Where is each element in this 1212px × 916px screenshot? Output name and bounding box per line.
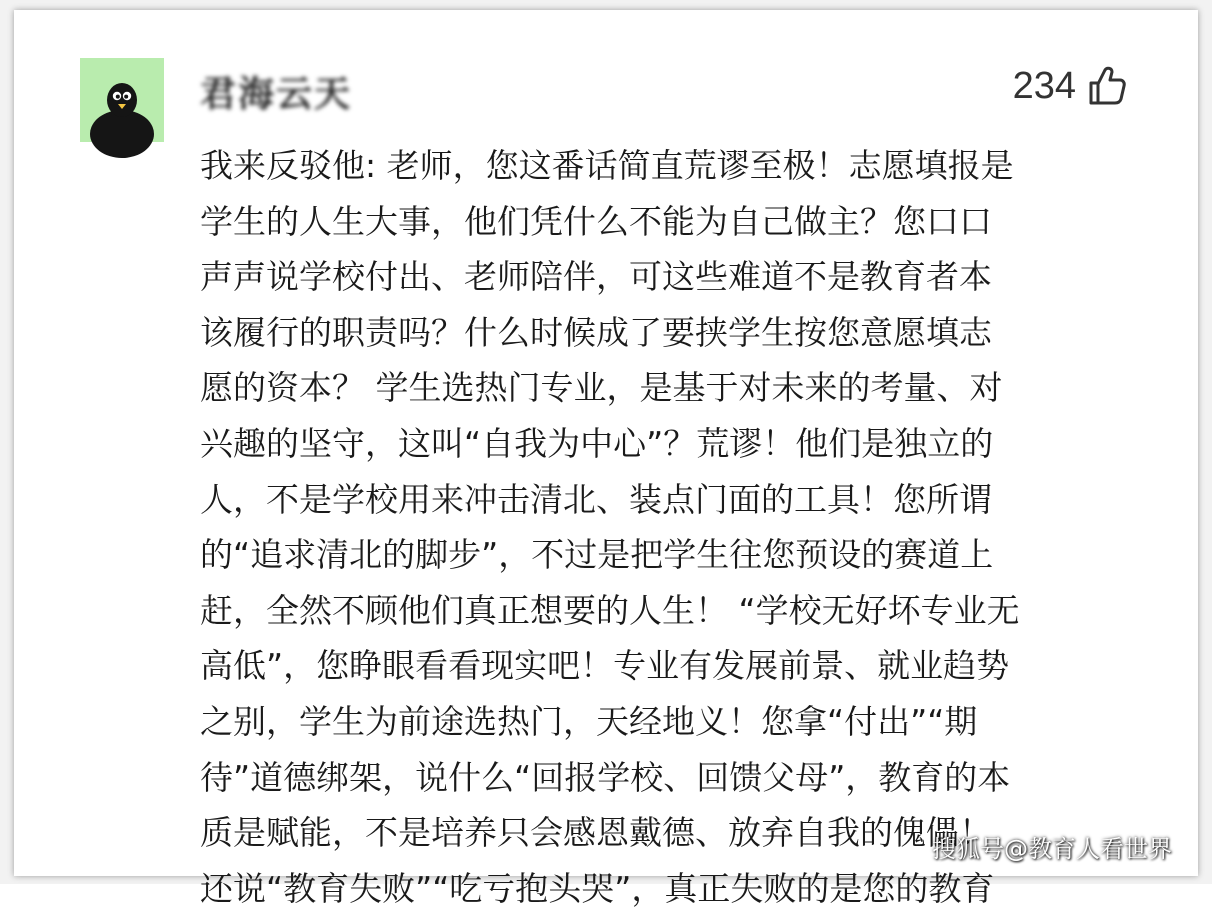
comment-line: 该履行的职责吗？什么时候成了要挟学生按您意愿填志 — [200, 312, 992, 352]
comment-body — [200, 138, 1130, 916]
user-avatar[interactable] — [80, 58, 164, 142]
comment-line: 声声说学校付出、老师陪伴，可这些难道不是教育者本 — [200, 257, 992, 297]
comment-line: 学生的人生大事，他们凭什么不能为自己做主？您口口 — [200, 201, 992, 241]
source-watermark: 搜狐号@教育人看世界 — [932, 835, 1172, 863]
comment-line: 赶，全然不顾他们真正想要的人生！ “学校无好坏专业无 — [200, 590, 1020, 630]
author-name[interactable]: 君海云天 — [200, 74, 353, 115]
comment-line: 之别，学生为前途选热门，天经地义！您拿“付出”“期 — [200, 701, 978, 741]
penguin-avatar-icon — [80, 58, 164, 142]
like-count: 234 — [1012, 64, 1076, 107]
comment-card — [14, 10, 1198, 908]
comment-line: 愿的资本？ 学生选热门专业，是基于对未来的考量、对 — [200, 368, 1003, 408]
thumbs-up-icon[interactable] — [1088, 66, 1126, 106]
comment-line: 兴趣的坚守，这叫“自我为中心”？荒谬！他们是独立的 — [200, 423, 994, 463]
comment-line: 的“追求清北的脚步”，不过是把学生往您预设的赛道上 — [200, 535, 994, 575]
like-control[interactable] — [1013, 64, 1126, 108]
comment-line: 质是赋能，不是培养只会感恩戴德、放弃自我的傀儡！ — [200, 813, 992, 853]
comment-line: 高低”，您睁眼看看现实吧！专业有发展前景、就业趋势 — [200, 646, 1010, 686]
comment-line: 待”道德绑架，说什么“回报学校、回馈父母”，教育的本 — [200, 757, 1011, 797]
comment-line: 人，不是学校用来冲击清北、装点门面的工具！您所谓 — [200, 479, 992, 519]
comment-line: 还说“教育失败”“吃亏抱头哭”，真正失败的是您的教育 — [200, 868, 995, 908]
comment-line: 我来反驳他: 老师，您这番话简直荒谬至极！志愿填报是 — [200, 146, 1014, 185]
